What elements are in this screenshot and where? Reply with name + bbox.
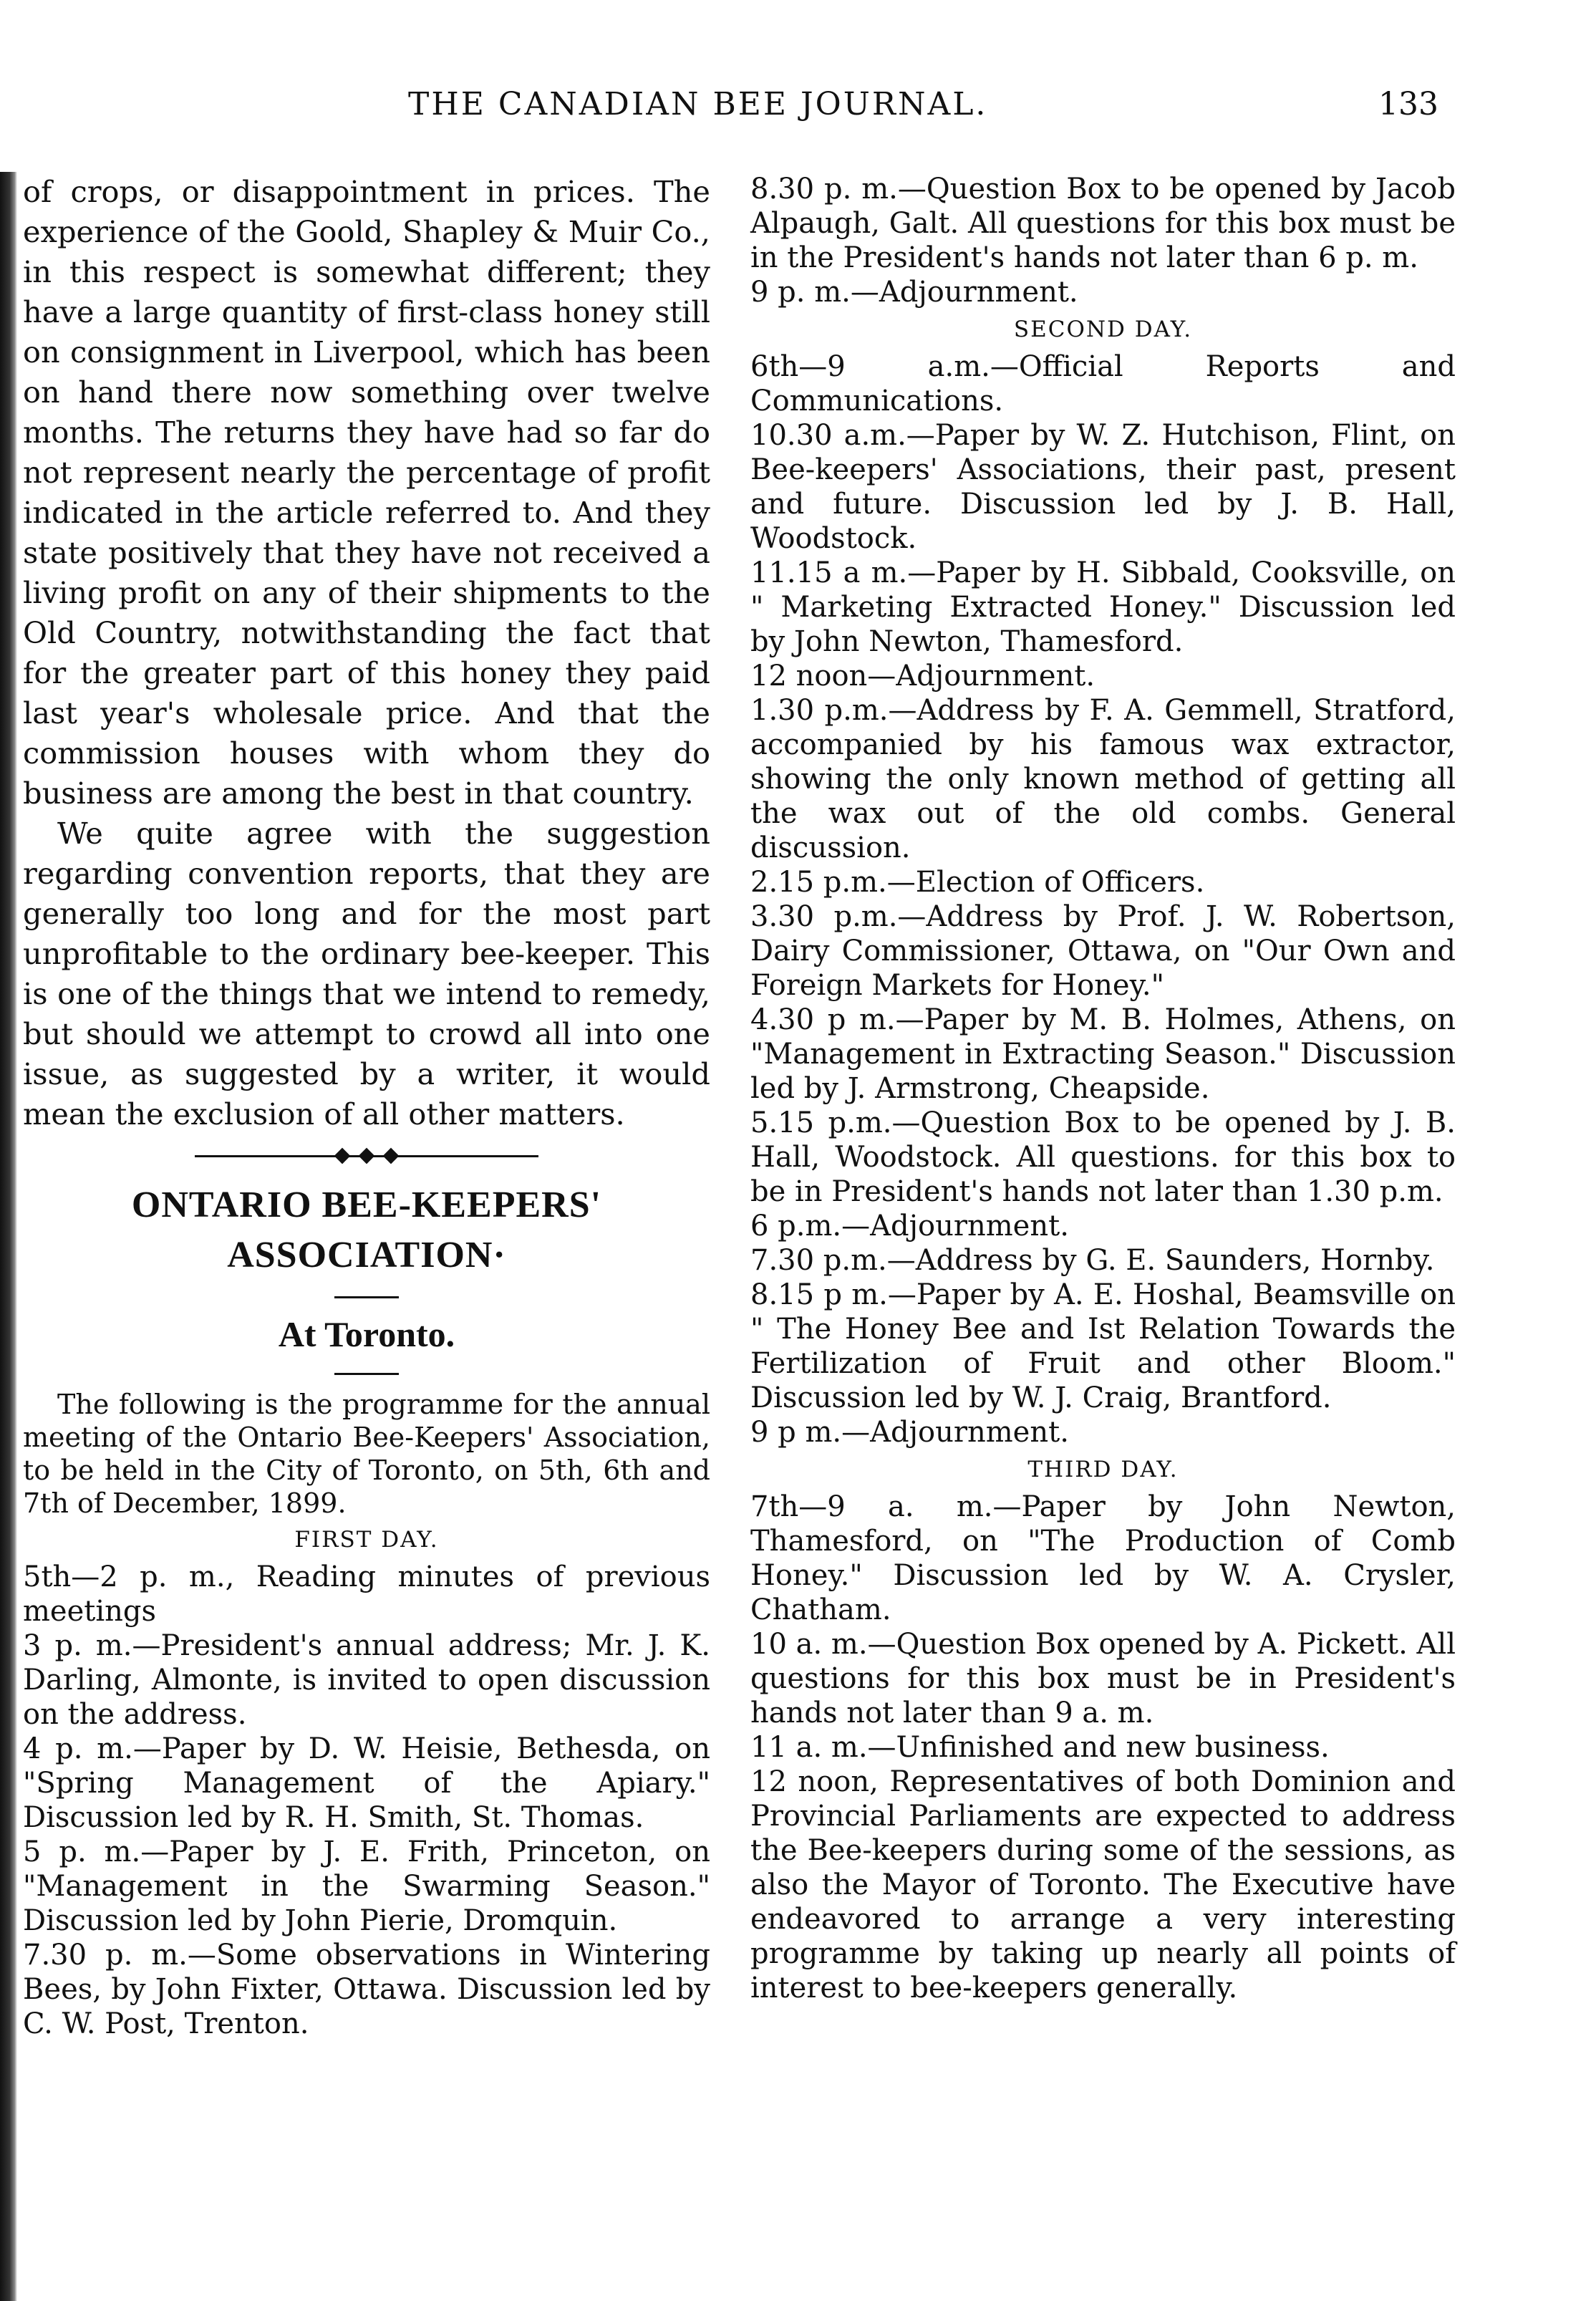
ornament-diamond — [383, 1148, 400, 1164]
programme-item: 5 p. m.—Paper by J. E. Frith, Princeton, on "Management in the Swarming Season." Discussion led by John Pierie, Dromquin. — [23, 1836, 710, 1937]
first-day-programme — [23, 1560, 710, 2041]
programme-item: 11 a. m.—Unfinished and new business. — [750, 1731, 1330, 1764]
programme-item: 8.15 p m.—Paper by A. E. Hoshal, Beamsville on " The Honey Bee and Ist Relation Towards the Fertilization of Fruit and other Bloom." Discussion led by W. J. Craig, Brantford. — [750, 1278, 1456, 1414]
article-heading-line: ONTARIO BEE-KEEPERS' — [131, 1185, 602, 1225]
journal-title: THE CANADIAN BEE JOURNAL. — [408, 86, 988, 122]
programme-item: 8.30 p. m.—Question Box to be opened by Jacob Alpaugh, Galt. All questions for this box must be in the President's hands not later than 6 p. m. — [750, 173, 1456, 274]
programme-item: 7.30 p. m.—Some observations in Wintering Bees, by John Fixter, Ottawa. Discussion led by C. W. Post, Trenton. — [23, 1939, 710, 2040]
programme-item: 10 a. m.—Question Box opened by A. Pickett. All questions for this box must be in President's hands not later than 9 a. m. — [750, 1628, 1456, 1730]
right-column — [750, 172, 1456, 2005]
programme-item: 9 p m.—Adjournment. — [750, 1416, 1069, 1449]
programme-item: 7.30 p.m.—Address by G. E. Saunders, Hornby. — [750, 1244, 1435, 1277]
article-heading — [23, 1180, 710, 1280]
third-day-heading: THIRD DAY. — [1027, 1457, 1179, 1482]
ornament-diamond — [359, 1148, 375, 1164]
page-number: 133 — [1378, 86, 1438, 122]
editorial-paragraph: We quite agree with the suggestion regarding convention reports, that they are generally too long and for the most part unprofitable to the ordinary bee-keeper. This is one of the things that we intend to remedy, but should we attempt to crowd all into one issue, as suggested by a writer, it would mean the exclusion of all other matters. — [23, 816, 710, 1132]
programme-item: 2.15 p.m.—Election of Officers. — [750, 866, 1205, 899]
programme-item: 6 p.m.—Adjournment. — [750, 1210, 1069, 1243]
left-column — [23, 172, 710, 2041]
programme-item: 12 noon—Adjournment. — [750, 660, 1096, 693]
continued-paragraph: of crops, or disappointment in prices. The experience of the Goold, Shapley & Muir Co., in this respect is somewhat different; they have a large quantity of first-class honey still on consignment in Liverpool, which has been on hand there now something over twelve months. The returns they have had so far do not represent nearly the percentage of profit indicated in the article referred to. And they state positively that they have not received a living profit on any of their shipments to the Old Country, notwithstanding the fact that for the greater part of this honey they paid last year's wholesale price. And that the commission houses with whom they do business are among the best in that country. — [23, 174, 710, 811]
intro-paragraph: The following is the programme for the annual meeting of the Ontario Bee-Keepers' Association, to be held in the City of Toronto, on 5th, 6th and 7th of December, 1899. — [23, 1389, 710, 1519]
first-day-heading: FIRST DAY. — [294, 1527, 439, 1553]
programme-item: 5.15 p.m.—Question Box to be opened by J. B. Hall, Woodstock. All questions. for this box to be in President's hands not later than 1.30 p.m. — [750, 1106, 1456, 1208]
programme-item: 7th—9 a. m.—Paper by John Newton, Thamesford, on "The Production of Comb Honey." Discussion led by W. A. Crysler, Chatham. — [750, 1490, 1456, 1626]
binding-shadow — [0, 172, 17, 2301]
article-heading-line: ASSOCIATION· — [227, 1235, 506, 1275]
programme-item: 1.30 p.m.—Address by F. A. Gemmell, Stratford, accompanied by his famous wax extractor, showing the only known method of getting all the wax out of the old combs. General discussion. — [750, 694, 1456, 864]
running-head — [0, 86, 1596, 136]
programme-item: 11.15 a m.—Paper by H. Sibbald, Cooksville, on " Marketing Extracted Honey." Discussion led by John Newton, Thamesford. — [750, 556, 1456, 658]
programme-item: 3.30 p.m.—Address by Prof. J. W. Robertson, Dairy Commissioner, Ottawa, on "Our Own and Foreign Markets for Honey." — [750, 900, 1456, 1002]
ornament-diamond — [334, 1148, 351, 1164]
programme-item: 5th—2 p. m., Reading minutes of previous meetings — [23, 1560, 710, 1628]
heading-divider — [334, 1296, 399, 1298]
second-day-programme — [750, 349, 1456, 1449]
programme-item: 9 p. m.—Adjournment. — [750, 276, 1078, 309]
programme-item: 12 noon, Representatives of both Dominion and Provincial Parliaments are expected to address the Bee-keepers during some of the sessions, as also the Mayor of Toronto. The Executive have endeavored to arrange a very interesting programme by taking up nearly all points of interest to bee-keepers generally. — [750, 1765, 1456, 2005]
article-subheading: At Toronto. — [278, 1314, 455, 1354]
programme-item: 4.30 p m.—Paper by M. B. Holmes, Athens, on "Management in Extracting Season." Discussion led by J. Armstrong, Cheapside. — [750, 1003, 1456, 1105]
programme-item: 6th—9 a.m.—Official Reports and Communications. — [750, 350, 1456, 418]
ornamental-rule — [23, 1142, 710, 1170]
programme-item: 3 p. m.—President's annual address; Mr. J. K. Darling, Almonte, is invited to open discussion on the address. — [23, 1629, 710, 1731]
subheading-divider — [334, 1373, 399, 1375]
programme-item: 10.30 a.m.—Paper by W. Z. Hutchison, Flint, on Bee-keepers' Associations, their past, present and future. Discussion led by J. B. Hall, Woodstock. — [750, 419, 1456, 555]
third-day-programme — [750, 1490, 1456, 2005]
programme-item: 4 p. m.—Paper by D. W. Heisie, Bethesda, on "Spring Management of the Apiary." Discussion led by R. H. Smith, St. Thomas. — [23, 1732, 710, 1834]
second-day-heading: SECOND DAY. — [1013, 317, 1193, 342]
